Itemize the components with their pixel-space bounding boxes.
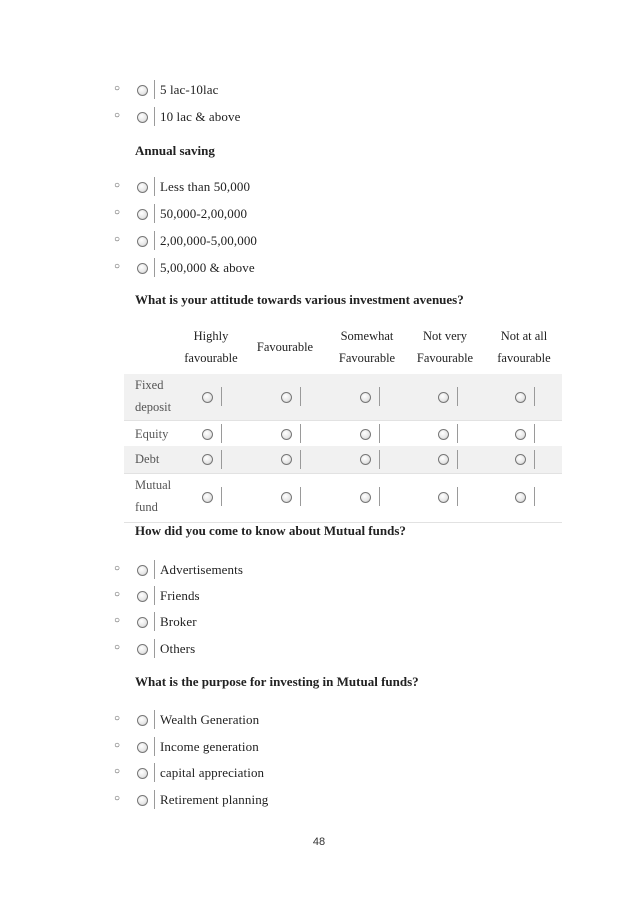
bullet-icon: ○: [114, 180, 121, 191]
grid-row-mutual-fund: [124, 473, 562, 523]
divider: [154, 639, 155, 658]
row-label: [135, 374, 171, 418]
radio-button-icon[interactable]: [137, 795, 148, 806]
option-income-generation[interactable]: [0, 737, 638, 759]
radio-button-icon[interactable]: [360, 429, 371, 440]
row-label-line: Equity: [135, 427, 169, 441]
bullet-icon: ○: [114, 615, 121, 626]
radio-button-icon[interactable]: [137, 112, 148, 123]
bullet-icon: ○: [114, 793, 121, 804]
row-label-line: Fixed: [135, 378, 164, 392]
column-header-somewhat-favourable: [332, 325, 402, 369]
radio-button-icon[interactable]: [137, 591, 148, 602]
option-wealth-generation[interactable]: [0, 710, 638, 732]
page-number: 48: [312, 836, 326, 848]
radio-button-icon[interactable]: [438, 454, 449, 465]
option-label: 5 lac-10lac: [160, 82, 219, 97]
radio-button-icon[interactable]: [281, 392, 292, 403]
option-saving-less-50000[interactable]: [0, 177, 638, 199]
divider: [154, 204, 155, 223]
bullet-icon: ○: [114, 563, 121, 574]
option-label: Friends: [160, 588, 200, 603]
option-saving-50000-200000[interactable]: [0, 204, 638, 226]
option-others[interactable]: [0, 639, 638, 661]
radio-button-icon[interactable]: [137, 715, 148, 726]
column-header-highly-favourable: [176, 325, 246, 369]
radio-button-icon[interactable]: [438, 492, 449, 503]
option-label: 5,00,000 & above: [160, 260, 255, 275]
bullet-icon: ○: [114, 234, 121, 245]
divider: [154, 231, 155, 250]
divider: [379, 387, 380, 406]
divider: [154, 612, 155, 631]
option-income-10lac-above[interactable]: [0, 107, 638, 129]
option-advertisements[interactable]: [0, 560, 638, 582]
column-header-not-at-all-favourable: [488, 325, 560, 369]
purpose-heading: What is the purpose for investing in Mutual funds?: [135, 674, 419, 689]
bullet-icon: ○: [114, 261, 121, 272]
know-about-heading: How did you come to know about Mutual funds?: [135, 523, 406, 538]
radio-button-icon[interactable]: [438, 392, 449, 403]
column-header-favourable: [250, 336, 320, 358]
option-label: Income generation: [160, 739, 259, 754]
bullet-icon: ○: [114, 766, 121, 777]
radio-button-icon[interactable]: [137, 617, 148, 628]
radio-button-icon[interactable]: [137, 182, 148, 193]
divider: [300, 424, 301, 443]
radio-button-icon[interactable]: [202, 392, 213, 403]
column-header-line: Highly: [193, 329, 229, 343]
option-label: Wealth Generation: [160, 712, 260, 727]
bullet-icon: ○: [114, 207, 121, 218]
radio-button-icon[interactable]: [137, 263, 148, 274]
column-header-line: Favourable: [338, 351, 396, 365]
row-label-line: deposit: [135, 400, 172, 414]
grid-row-debt: [124, 446, 562, 473]
divider: [379, 487, 380, 506]
divider: [457, 424, 458, 443]
column-header-line: Somewhat: [340, 329, 394, 343]
option-friends[interactable]: [0, 586, 638, 608]
radio-button-icon[interactable]: [137, 742, 148, 753]
radio-button-icon[interactable]: [202, 454, 213, 465]
bullet-icon: ○: [114, 83, 121, 94]
option-saving-200000-500000[interactable]: [0, 231, 638, 253]
grid-row-fixed-deposit: [124, 374, 562, 420]
divider: [154, 586, 155, 605]
radio-button-icon[interactable]: [515, 429, 526, 440]
divider: [154, 737, 155, 756]
option-label: capital appreciation: [160, 765, 265, 780]
row-label-line: Mutual: [135, 478, 172, 492]
radio-button-icon[interactable]: [360, 392, 371, 403]
option-label: Broker: [160, 614, 197, 629]
radio-button-icon[interactable]: [281, 492, 292, 503]
row-label-line: fund: [135, 500, 158, 514]
radio-button-icon[interactable]: [137, 209, 148, 220]
bullet-icon: ○: [114, 642, 121, 653]
radio-button-icon[interactable]: [438, 429, 449, 440]
radio-button-icon[interactable]: [515, 492, 526, 503]
option-income-5-10lac[interactable]: [0, 80, 638, 102]
radio-button-icon[interactable]: [360, 454, 371, 465]
row-label: [135, 448, 159, 470]
divider: [534, 487, 535, 506]
attitude-heading: What is your attitude towards various investment avenues?: [135, 292, 464, 307]
option-label: 10 lac & above: [160, 109, 241, 124]
radio-button-icon[interactable]: [137, 768, 148, 779]
divider: [221, 424, 222, 443]
radio-button-icon[interactable]: [515, 454, 526, 465]
radio-button-icon[interactable]: [137, 85, 148, 96]
divider: [457, 487, 458, 506]
divider: [300, 450, 301, 469]
grid-row-equity: [124, 420, 562, 447]
divider: [221, 450, 222, 469]
divider: [154, 177, 155, 196]
divider: [221, 487, 222, 506]
divider: [221, 387, 222, 406]
divider: [379, 424, 380, 443]
column-header-line: favourable: [497, 351, 551, 365]
radio-button-icon[interactable]: [137, 644, 148, 655]
option-label: Others: [160, 641, 196, 656]
row-label: [135, 423, 168, 445]
row-label-line: Debt: [135, 452, 160, 466]
radio-button-icon[interactable]: [202, 429, 213, 440]
column-header-line: Not very: [422, 329, 468, 343]
bullet-icon: ○: [114, 589, 121, 600]
option-retirement-planning[interactable]: [0, 790, 638, 812]
annual-saving-heading: Annual saving: [135, 143, 215, 158]
column-header-line: favourable: [184, 351, 238, 365]
column-header-line: Favourable: [256, 340, 314, 354]
divider: [154, 560, 155, 579]
option-label: Advertisements: [160, 562, 243, 577]
radio-button-icon[interactable]: [137, 236, 148, 247]
radio-button-icon[interactable]: [202, 492, 213, 503]
column-header-line: Favourable: [416, 351, 474, 365]
option-label: Less than 50,000: [160, 179, 251, 194]
divider: [534, 387, 535, 406]
divider: [534, 450, 535, 469]
option-saving-500000-above[interactable]: [0, 258, 638, 280]
divider: [154, 763, 155, 782]
radio-button-icon[interactable]: [137, 565, 148, 576]
column-header-line: Not at all: [500, 329, 548, 343]
option-capital-appreciation[interactable]: [0, 763, 638, 785]
bullet-icon: ○: [114, 110, 121, 121]
divider: [534, 424, 535, 443]
option-label: 50,000-2,00,000: [160, 206, 248, 221]
divider: [154, 790, 155, 809]
radio-button-icon[interactable]: [281, 429, 292, 440]
bullet-icon: ○: [114, 740, 121, 751]
divider: [300, 487, 301, 506]
divider: [457, 450, 458, 469]
option-broker[interactable]: [0, 612, 638, 634]
option-label: 2,00,000-5,00,000: [160, 233, 258, 248]
divider: [154, 710, 155, 729]
divider: [154, 107, 155, 126]
divider: [379, 450, 380, 469]
divider: [300, 387, 301, 406]
radio-button-icon[interactable]: [281, 454, 292, 465]
row-label: [135, 474, 171, 518]
column-header-not-very-favourable: [410, 325, 480, 369]
option-label: Retirement planning: [160, 792, 269, 807]
radio-button-icon[interactable]: [515, 392, 526, 403]
divider: [457, 387, 458, 406]
divider: [154, 258, 155, 277]
divider: [154, 80, 155, 99]
bullet-icon: ○: [114, 713, 121, 724]
radio-button-icon[interactable]: [360, 492, 371, 503]
